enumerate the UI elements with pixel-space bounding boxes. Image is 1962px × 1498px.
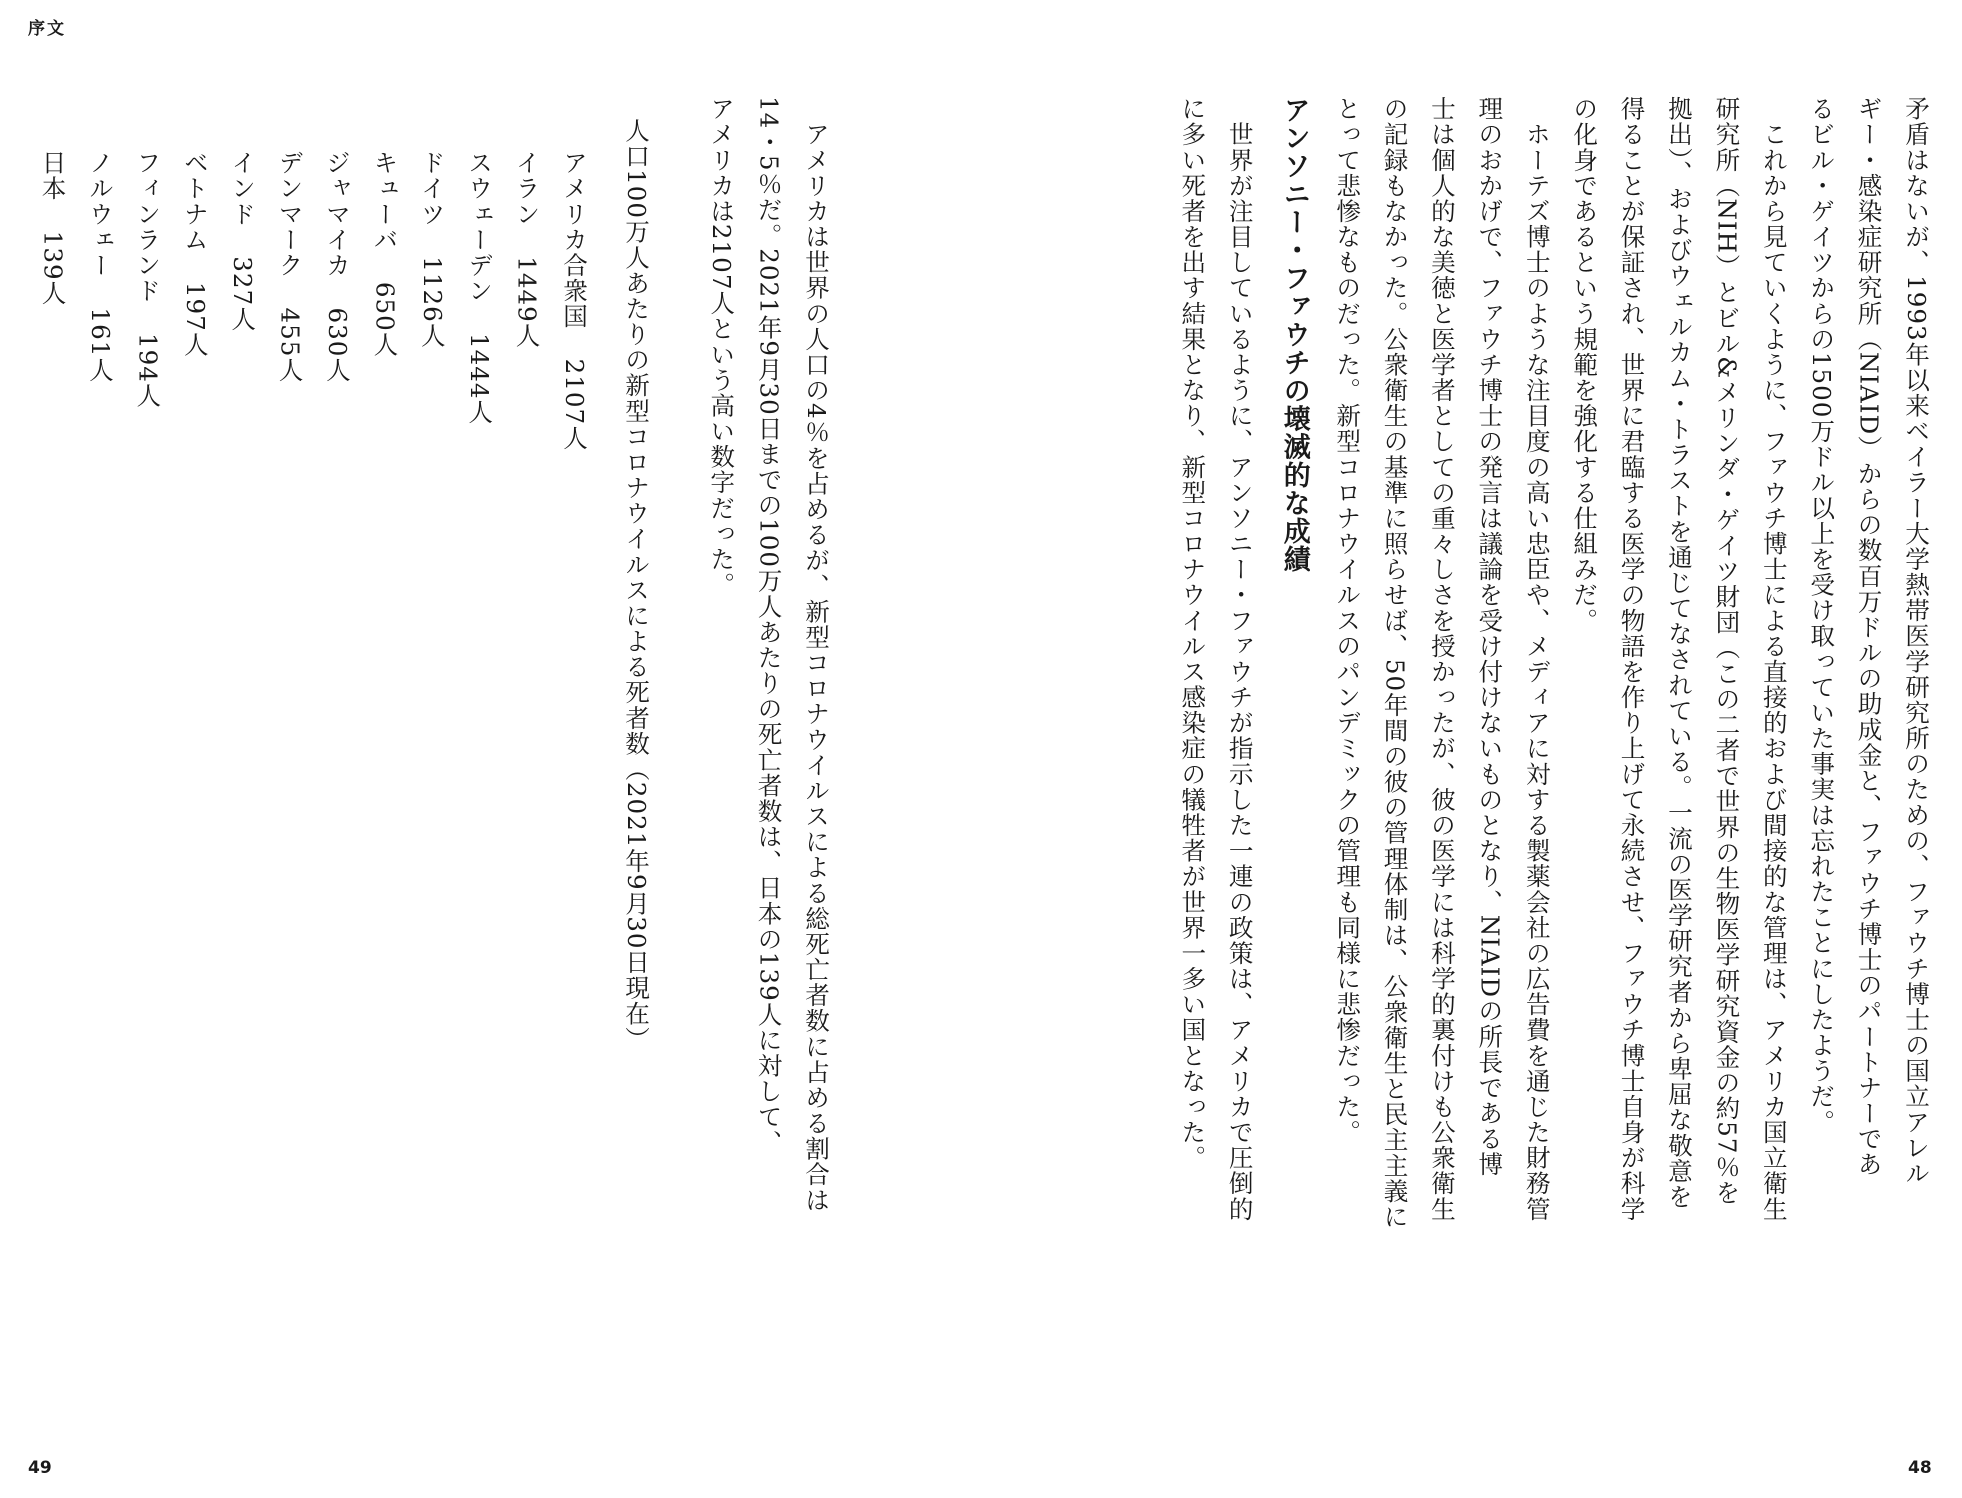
running-head: 序文	[28, 19, 66, 39]
page48-column: 世界が注目しているように、アンソニー・ファウチが指示した一連の政策は、アメリカで圧倒的	[1225, 96, 1255, 1222]
table-row	[456, 150, 503, 1350]
table-caption: 人口100万人あたりの新型コロナウイルスによる死者数（2021年9月30日現在）	[622, 118, 651, 1052]
page48-column: 士は個人的な美徳と医学者としての重々しさを授かったが、彼の医学には科学的裏付けも公衆衛生	[1427, 96, 1457, 1222]
page-number-left: 49	[28, 1458, 52, 1478]
country-name: インド	[228, 150, 258, 227]
country-name: ジャマイカ	[322, 150, 352, 278]
death-count: 455人	[275, 307, 305, 383]
page49-column: アメリカは世界の人口の4％を占めるが、新型コロナウイルスによる総死亡者数に占める割合は	[802, 96, 831, 1213]
page-number-right: 48	[1908, 1458, 1932, 1478]
page48-column: とって悲惨なものだった。新型コロナウイルスのパンデミックの管理も同様に悲惨だった。	[1333, 96, 1363, 1145]
country-name: フィンランド	[133, 150, 163, 304]
table-row	[503, 150, 550, 1350]
page48-column: これから見ていくように、ファウチ博士による直接的および間接的な管理は、アメリカ国立衛生	[1759, 96, 1789, 1222]
table-row	[29, 150, 76, 1350]
table-row	[551, 150, 598, 1350]
page48-column: ギー・感染症研究所（NIAID）からの数百万ドルの助成金と、ファウチ博士のパートナーであ	[1854, 96, 1884, 1178]
death-count: 194人	[133, 333, 163, 409]
death-count: 1126人	[417, 256, 447, 349]
table-row	[77, 150, 124, 1350]
deaths-per-million-table	[28, 150, 598, 1350]
death-count: 1449人	[512, 256, 542, 349]
page49-column: アメリカは2107人という高い数字だった。	[707, 96, 737, 598]
table-row	[314, 150, 361, 1350]
page49-column: 14・5％だ。2021年9月30日までの100万人あたりの死亡者数は、日本の139人に対して、	[754, 96, 784, 1156]
country-name: 日本	[38, 150, 68, 202]
table-row	[219, 150, 266, 1350]
page48-column: の化身であるという規範を強化する仕組みだ。	[1570, 96, 1600, 634]
death-count: 630人	[322, 307, 352, 383]
death-count: 1444人	[465, 333, 495, 426]
table-row	[124, 150, 171, 1350]
table-row	[171, 150, 218, 1350]
page48-column: に多い死者を出す結果となり、新型コロナウイルス感染症の犠牲者が世界一多い国となった。	[1178, 96, 1208, 1171]
page48-column: るビル・ゲイツからの1500万ドル以上を受け取っていた事実は忘れたことにしたようだ。	[1807, 96, 1837, 1135]
page48-column: 研究所（NIH）とビル&メリンダ・ゲイツ財団（この二者で世界の生物医学研究資金の約57％を	[1712, 96, 1742, 1206]
country-name: ドイツ	[417, 150, 447, 227]
page48-column: 拠出）、およびウェルカム・トラストを通じてなされている。一流の医学研究者から卑屈な敬意を	[1664, 96, 1694, 1210]
death-count: 161人	[85, 307, 115, 383]
country-name: イラン	[512, 150, 542, 227]
death-count: 139人	[38, 230, 68, 307]
section-heading: アンソニー・ファウチの壊滅的な成績	[1278, 96, 1310, 574]
country-name: スウェーデン	[465, 150, 495, 304]
page48-text-block	[1120, 96, 1940, 1436]
page48-column: 理のおかげで、ファウチ博士の発言は議論を受け付けないものとなり、NIAIDの所長である博	[1475, 96, 1505, 1178]
death-count: 650人	[370, 281, 400, 358]
page48-column: 得ることが保証され、世界に君臨する医学の物語を作り上げて永続させ、ファウチ博士自身が科学	[1617, 96, 1647, 1222]
death-count: 327人	[228, 256, 258, 332]
country-name: キューバ	[370, 150, 400, 253]
page48-column: ホーテズ博士のような注目度の高い忠臣や、メディアに対する製薬会社の広告費を通じた財務管	[1522, 96, 1552, 1222]
country-name: ノルウェー	[85, 150, 115, 278]
table-row	[266, 150, 313, 1350]
page48-column: 矛盾はないが、1993年以来ベイラー大学熱帯医学研究所のための、ファウチ博士の国立アレル	[1902, 96, 1931, 1186]
table-caption-block	[616, 118, 660, 1458]
country-name: デンマーク	[275, 150, 305, 278]
death-count: 197人	[180, 281, 210, 358]
country-name: ベトナム	[180, 150, 210, 253]
table-row	[408, 150, 455, 1350]
death-count: 2107人	[560, 358, 589, 451]
table-row	[361, 150, 408, 1350]
page49-prose-block	[700, 96, 840, 1436]
page48-column: の記録もなかった。公衆衛生の基準に照らせば、50年間の彼の管理体制は、公衆衛生と民主主義に	[1380, 96, 1410, 1230]
country-name: アメリカ合衆国	[560, 150, 589, 330]
